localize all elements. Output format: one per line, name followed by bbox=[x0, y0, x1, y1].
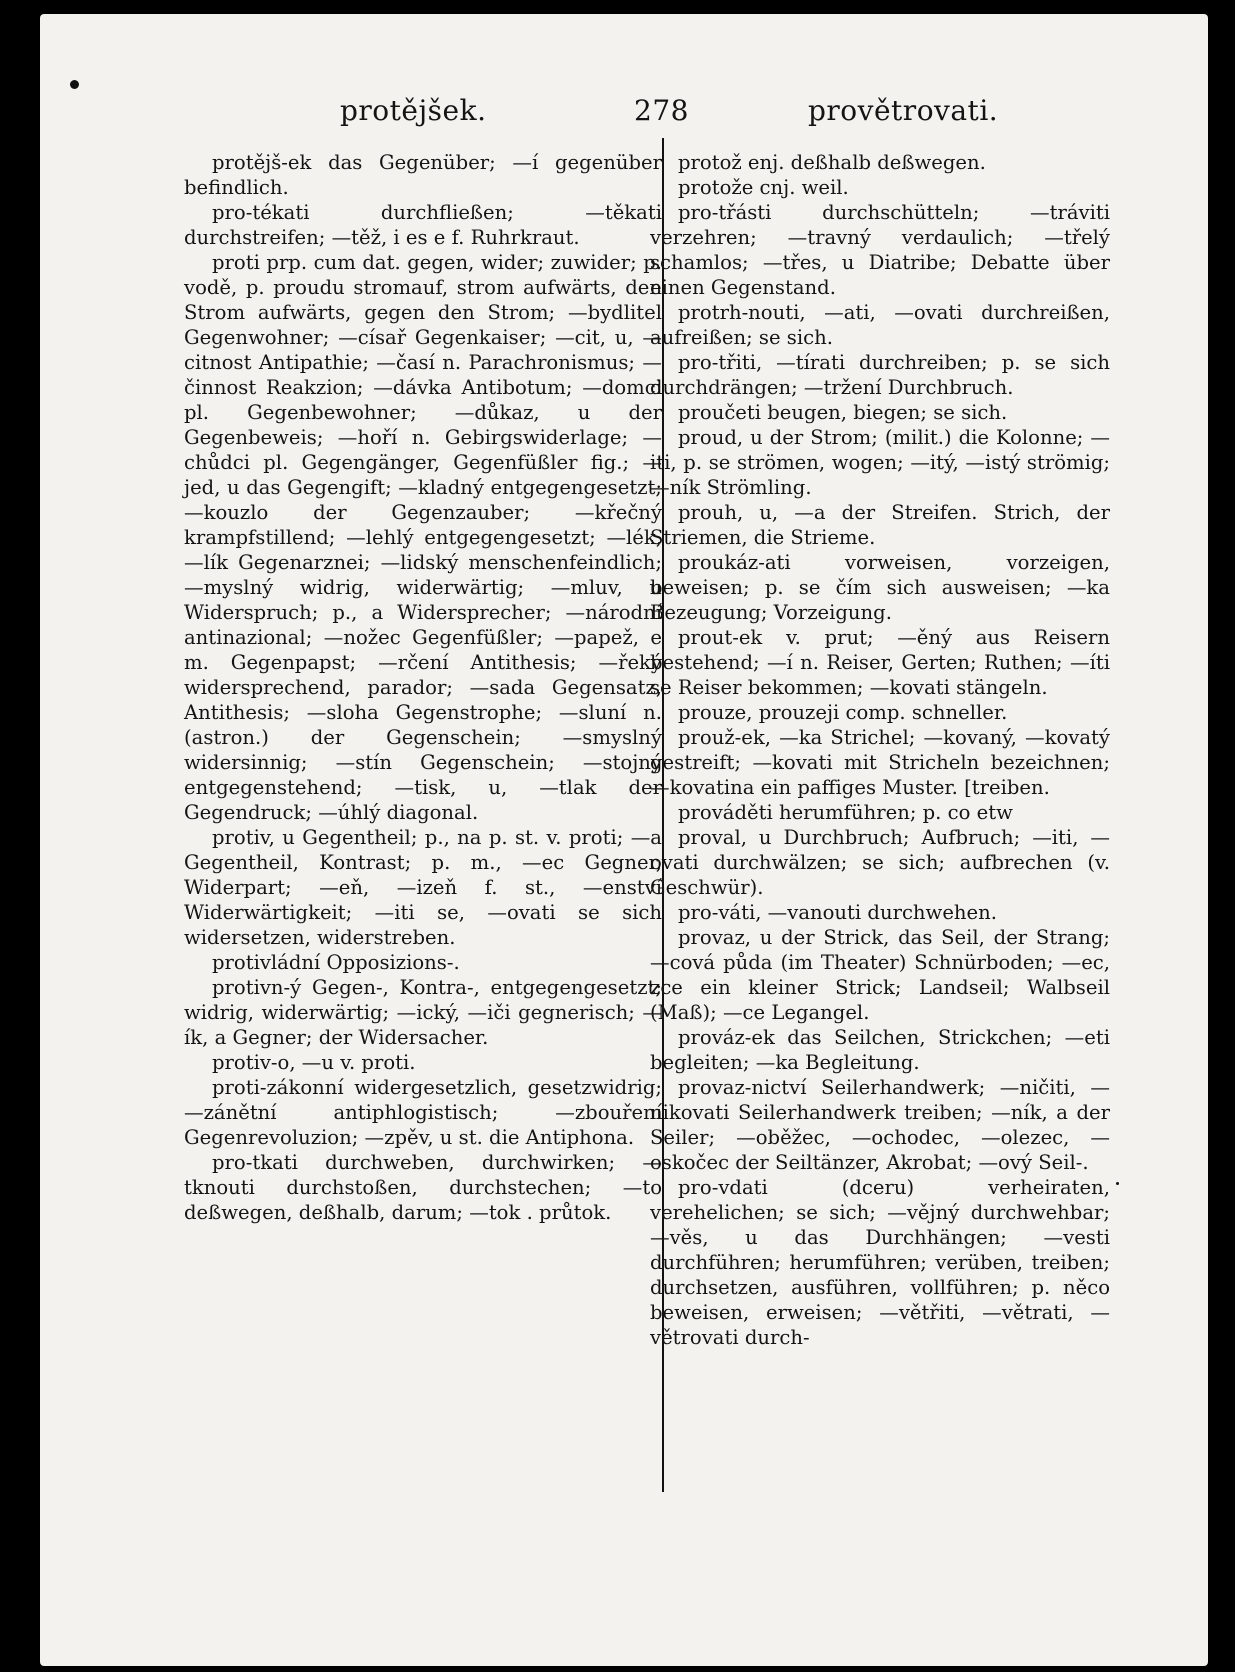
dictionary-entry: proti prp. cum dat. gegen, wider; zuwider; p. vodě, p. proudu stromauf, strom aufwärts, den Strom aufwärts, gegen den Strom; —bydlitel Gegenwohner; —císař Gegenkaiser; —cit, u, —citnost Antipathie; —časí n. Parachronismus; —činnost Reakzion; —dávka Antibotum; —domci pl. Gegenbewohner; —důkaz, u der Gegenbeweis; —hoří n. Gebirgswiderlage; —chůdci pl. Gegengänger, Gegenfüßler fig.; —jed, u das Gegengift; —kladný entgegengesetzt; —kouzlo der Gegenzauber; —křečný krampfstillend; —lehlý entgegengesetzt; —lék, —lík Gegenarznei; —lidský menschenfeindlich; —myslný widrig, widerwärtig; —mluv, u Widerspruch; p., a Widersprecher; —národní antinazional; —nožec Gegenfüßler; —papež, e m. Gegenpapst; —rčení Antithesis; —řeký widersprechend, parador; —sada Gegensatz, Antithesis; —sloha Gegenstrophe; —sluní n. (astron.) der Gegenschein; —smyslný widersinnig; —stín Gegenschein; —stojný entgegenstehend; —tisk, u, —tlak der Gegendruck; —úhlý diagonal. bbox=[184, 251, 662, 824]
dictionary-entry: protrh-nouti, —ati, —ovati durchreißen, aufreißen; se sich. bbox=[650, 301, 1110, 349]
dictionary-entry: proučeti beugen, biegen; se sich. bbox=[678, 401, 1008, 424]
dictionary-entry: provaz-nictví Seilerhandwerk; —ničiti, —nikovati Seilerhandwerk treiben; —ník, a der Seiler; —oběžec, —ochodec, —olezec, —oskočec der Seiltänzer, Akrobat; —ový Seil-. bbox=[650, 1076, 1110, 1174]
dictionary-entry: pro-třiti, —tírati durchreiben; p. se sich durchdrängen; —tržení Durchbruch. bbox=[650, 351, 1110, 399]
dictionary-entry: protože cnj. weil. bbox=[678, 176, 849, 199]
header-first-word: protějšek. bbox=[340, 94, 487, 127]
dictionary-entry: pro-tkati durchweben, durchwirken; —tknouti durchstoßen, durchstechen; —to deßwegen, deßhalb, darum; —tok . průtok. bbox=[184, 1151, 662, 1224]
page-number: 278 bbox=[634, 94, 689, 127]
dictionary-entry: prouh, u, —a der Streifen. Strich, der Striemen, die Strieme. bbox=[650, 501, 1110, 549]
dictionary-entry: prouž-ek, —ka Strichel; —kovaný, —kovatý gestreift; —kovati mit Stricheln bezeichnen; —kovatina ein paffiges Muster. [treiben. bbox=[650, 726, 1110, 799]
header-last-word: provětrovati. bbox=[808, 94, 999, 127]
left-column bbox=[184, 150, 662, 1225]
dictionary-entry: proti-zákonní widergesetzlich, gesetzwidrig; —zánětní antiphlogistisch; —zbouření Gegenrevoluzion; —zpěv, u st. die Antiphona. bbox=[184, 1076, 662, 1149]
dictionary-entry: protivládní Opposizions-. bbox=[212, 951, 460, 974]
dictionary-entry: pro-vdati (dceru) verheiraten, verehelichen; se sich; —vějný durchwehbar; —věs, u das Durchhängen; —vesti durchführen; herumführen; verüben, treiben; durchsetzen, ausführen, vollführen; p. něco beweisen, erweisen; —větřiti, —větrati, —větrovati durch- bbox=[650, 1176, 1110, 1349]
dictionary-entry: protiv, u Gegentheil; p., na p. st. v. proti; —a Gegentheil, Kontrast; p. m., —ec Gegner, Widerpart; —eň, —izeň f. st., —enství Widerwärtigkeit; —iti se, —ovati se sich widersetzen, widerstreben. bbox=[184, 826, 662, 949]
scan-speck bbox=[70, 80, 79, 89]
dictionary-entry: prout-ek v. prut; —ěný aus Reisern bestehend; —í n. Reiser, Gerten; Ruthen; —íti se Reiser bekommen; —kovati stängeln. bbox=[650, 626, 1110, 699]
page-header bbox=[40, 94, 1208, 138]
dictionary-entry: provaz, u der Strick, das Seil, der Strang; —cová půda (im Theater) Schnürboden; —ec, zce ein kleiner Strick; Landseil; Walbseil (Maß); —ce Legangel. bbox=[650, 926, 1110, 1024]
dictionary-entry: proval, u Durchbruch; Aufbruch; —iti, —ovati durchwälzen; se sich; aufbrechen (v. Geschwür). bbox=[650, 826, 1110, 899]
right-column bbox=[650, 150, 1110, 1350]
dictionary-entry: proud, u der Strom; (milit.) die Kolonne; —iti, p. se strömen, wogen; —itý, —istý strömig; —ník Strömling. bbox=[650, 426, 1110, 499]
dictionary-entry: prováděti herumführen; p. co etw bbox=[678, 801, 1013, 824]
dictionary-entry: protivn-ý Gegen-, Kontra-, entgegengesetzt; widrig, widerwärtig; —ický, —iči gegnerisch; —ík, a Gegner; der Widersacher. bbox=[184, 976, 662, 1049]
dictionary-entry: pro-váti, —vanouti durchwehen. bbox=[678, 901, 997, 924]
dictionary-entry: proukáz-ati vorweisen, vorzeigen, beweisen; p. se čím sich ausweisen; —ka Bezeugung; Vorzeigung. bbox=[650, 551, 1110, 624]
dictionary-entry: protějš-ek das Gegenüber; —í gegenüber befindlich. bbox=[184, 151, 662, 199]
dictionary-entry: prouze, prouzeji comp. schneller. bbox=[678, 701, 1008, 724]
dictionary-entry: prováz-ek das Seilchen, Strickchen; —eti begleiten; —ka Begleitung. bbox=[650, 1026, 1110, 1074]
dictionary-entry: protož enj. deßhalb deßwegen. bbox=[678, 151, 986, 174]
dictionary-page bbox=[40, 14, 1208, 1666]
scan-speck bbox=[1116, 1182, 1119, 1185]
dictionary-entry: protiv-o, —u v. proti. bbox=[212, 1051, 416, 1074]
dictionary-entry: pro-tékati durchfließen; —těkati durchstreifen; —těž, i es e f. Ruhrkraut. bbox=[184, 201, 662, 249]
dictionary-entry: pro-třásti durchschütteln; —tráviti verzehren; —travný verdaulich; —třelý schamlos; —třes, u Diatribe; Debatte über einen Gegenstand. bbox=[650, 201, 1110, 299]
